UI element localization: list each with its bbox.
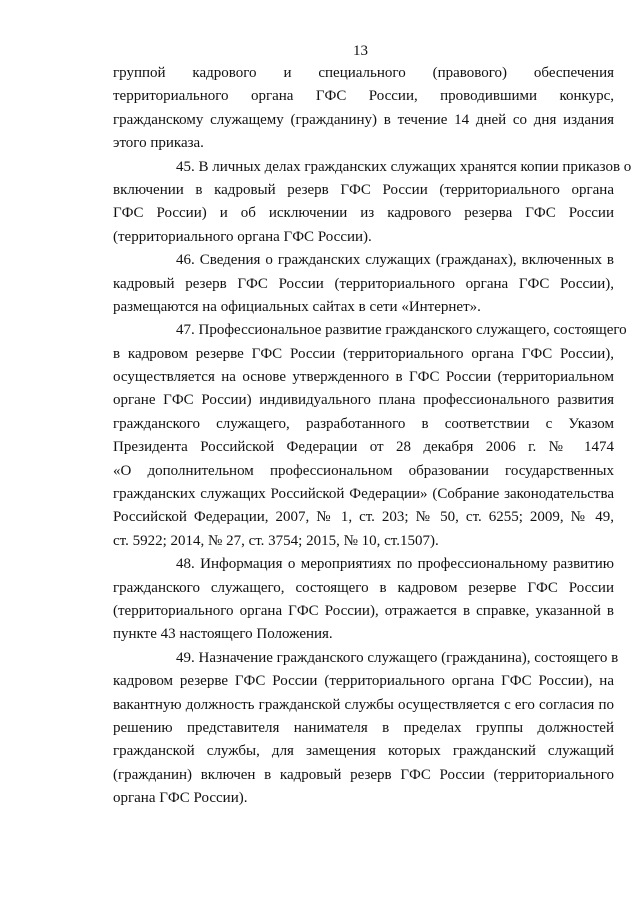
text-line: группой кадрового и специального (правового) обеспечения	[113, 65, 614, 81]
text-line: 48. Информация о мероприятиях по профессиональному развитию	[176, 556, 614, 573]
text-line: вакантную должность гражданской службы осуществляется с его согласия по	[113, 696, 614, 713]
text-line: Президента Российской Федерации от 28 декабря 2006 г. № 1474	[113, 439, 614, 456]
page-number: 13	[353, 43, 368, 59]
text-line: пункте 43 настоящего Положения.	[113, 626, 333, 643]
text-line: в кадровом резерве ГФС России (территориального органа ГФС России),	[113, 345, 614, 362]
text-line: гражданского служащего, разработанного в соответствии с Указом	[113, 415, 614, 432]
document-page	[113, 40, 632, 811]
text-line: размещаются на официальных сайтах в сети «Интернет».	[113, 298, 481, 315]
text-line: органа ГФС России).	[113, 790, 248, 807]
text-line: ст. 5922; 2014, № 27, ст. 3754; 2015, № 10, ст.1507).	[113, 532, 439, 549]
text-line: 45. В личных делах гражданских служащих хранятся копии приказов о	[176, 158, 632, 175]
text-line: гражданскому служащему (гражданину) в течение 14 дней со дня издания	[113, 111, 614, 128]
text-line: кадровом резерве ГФС России (территориального органа ГФС России), на	[113, 673, 614, 690]
text-line: Российской Федерации, 2007, № 1, ст. 203; № 50, ст. 6255; 2009, № 49,	[113, 509, 614, 526]
text-line: осуществляется на основе утвержденного в ГФС России (территориальном	[113, 369, 614, 386]
text-line: решению представителя нанимателя в пределах группы должностей	[113, 719, 614, 736]
paragraph	[113, 62, 614, 156]
text-line: территориального органа ГФС России, проводившими конкурс,	[113, 88, 614, 105]
paragraph	[113, 319, 627, 553]
paragraph	[113, 249, 614, 319]
text-line: «О дополнительном профессиональном образовании государственных	[113, 462, 614, 479]
text-line: этого приказа.	[113, 135, 204, 152]
text-line: (территориального органа ГФС России).	[113, 228, 372, 245]
text-line: органе ГФС России) индивидуального плана профессионального развития	[113, 392, 614, 409]
text-line: ГФС России) и об исключении из кадрового резерва ГФС России	[113, 205, 614, 222]
text-line: кадровый резерв ГФС России (территориального органа ГФС России),	[113, 275, 614, 292]
text-line: (территориального органа ГФС России), отражается в справке, указанной в	[113, 602, 614, 619]
text-line: гражданских служащих Российской Федерации» (Собрание законодательства	[113, 486, 614, 503]
text-line: 47. Профессиональное развитие гражданского служащего, состоящего	[176, 322, 627, 339]
text-line: включении в кадровый резерв ГФС России (территориального органа	[113, 181, 614, 198]
text-line: 46. Сведения о гражданских служащих (гражданах), включенных в	[176, 252, 614, 269]
paragraph	[113, 553, 614, 647]
paragraph	[113, 156, 632, 250]
document-body	[113, 62, 632, 811]
paragraph	[113, 647, 619, 811]
text-line: гражданского служащего, состоящего в кадровом резерве ГФС России	[113, 579, 614, 596]
text-line: (гражданин) включен в кадровый резерв ГФС России (территориального	[113, 766, 614, 783]
text-line: гражданской службы, для замещения которых гражданский служащий	[113, 743, 614, 760]
text-line: 49. Назначение гражданского служащего (гражданина), состоящего в	[176, 649, 619, 666]
